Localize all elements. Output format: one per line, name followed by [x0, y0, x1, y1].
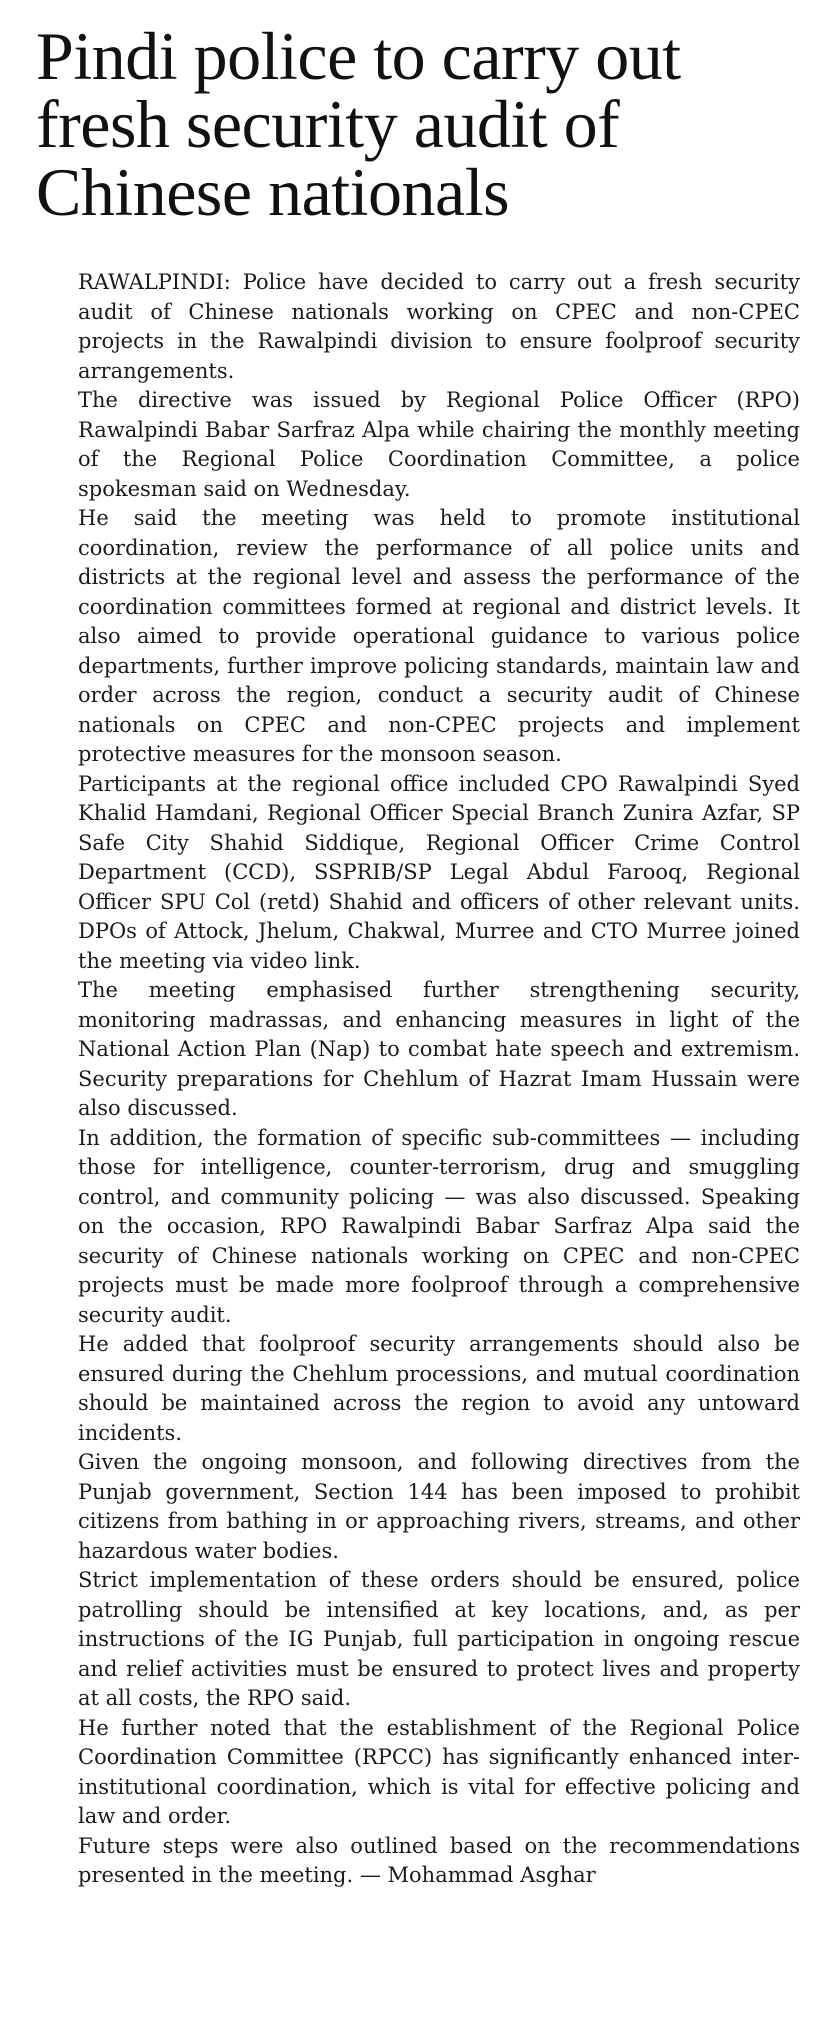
paragraph-3: He said the meeting was held to promote institutional coordination, review the performance of all police units and districts at the regional level and assess the performance of the coordination committees formed at regional and district levels. It also aimed to provide operational guidance to various police departments, further improve policing standards, maintain law and order across the region, conduct a security audit of Chinese nationals on CPEC and non-CPEC projects and implement protective measures for the monsoon season.	[78, 506, 800, 766]
paragraph-11-byline: Future steps were also outlined based on the recommendations presented in the meeting. — Mohammad Asghar	[78, 1833, 800, 1887]
news-article	[34, 18, 800, 1891]
article-headline: Pindi police to carry out fresh security audit of Chinese nationals	[36, 18, 681, 230]
paragraph-6: In addition, the formation of specific sub-committees — including those for intelligence, counter-terrorism, drug and smuggling control, and community policing — was also discussed. Speaking on the occasion, RPO Rawalpindi Babar Sarfraz Alpa said the security of Chinese nationals working on CPEC and non-CPEC projects must be made more foolproof through a comprehensive security audit.	[78, 1125, 800, 1327]
paragraph-8: Given the ongoing monsoon, and following directives from the Punjab government, Section 144 has been imposed to prohibit citizens from bathing in or approaching rivers, streams, and other hazardous water bodies.	[78, 1450, 800, 1563]
paragraph-7: He added that foolproof security arrangements should also be ensured during the Chehlum processions, and mutual coordination should be maintained across the region to avoid any untoward incidents.	[78, 1332, 800, 1445]
article-body	[78, 268, 800, 1891]
paragraph-10: He further noted that the establishment of the Regional Police Coordination Committee (RPCC) has significantly enhanced inter-institutional coordination, which is vital for effective policing and law and order.	[78, 1715, 800, 1828]
paragraph-1: RAWALPINDI: Police have decided to carry out a fresh security audit of Chinese nationals working on CPEC and non-CPEC projects in the Rawalpindi division to ensure foolproof security arrangements.	[78, 270, 800, 383]
paragraph-4: Participants at the regional office included CPO Rawalpindi Syed Khalid Hamdani, Regional Officer Special Branch Zunira Azfar, SP Safe City Shahid Siddique, Regional Officer Crime Control Department (CCD), SSPRIB/SP Legal Abdul Farooq, Regional Officer SPU Col (retd) Shahid and officers of other relevant units. DPOs of Attock, Jhelum, Chakwal, Murree and CTO Murree joined the meeting via video link.	[78, 771, 800, 973]
paragraph-2: The directive was issued by Regional Police Officer (RPO) Rawalpindi Babar Sarfraz Alpa while chairing the monthly meeting of the Regional Police Coordination Committee, a police spokesman said on Wednesday.	[78, 388, 800, 501]
paragraph-9: Strict implementation of these orders should be ensured, police patrolling should be intensified at key locations, and, as per instructions of the IG Punjab, full participation in ongoing rescue and relief activities must be ensured to protect lives and property at all costs, the RPO said.	[78, 1568, 800, 1710]
paragraph-5: The meeting emphasised further strengthening security, monitoring madrassas, and enhancing measures in light of the National Action Plan (Nap) to combat hate speech and extremism. Security preparations for Chehlum of Hazrat Imam Hussain were also discussed.	[78, 978, 800, 1120]
